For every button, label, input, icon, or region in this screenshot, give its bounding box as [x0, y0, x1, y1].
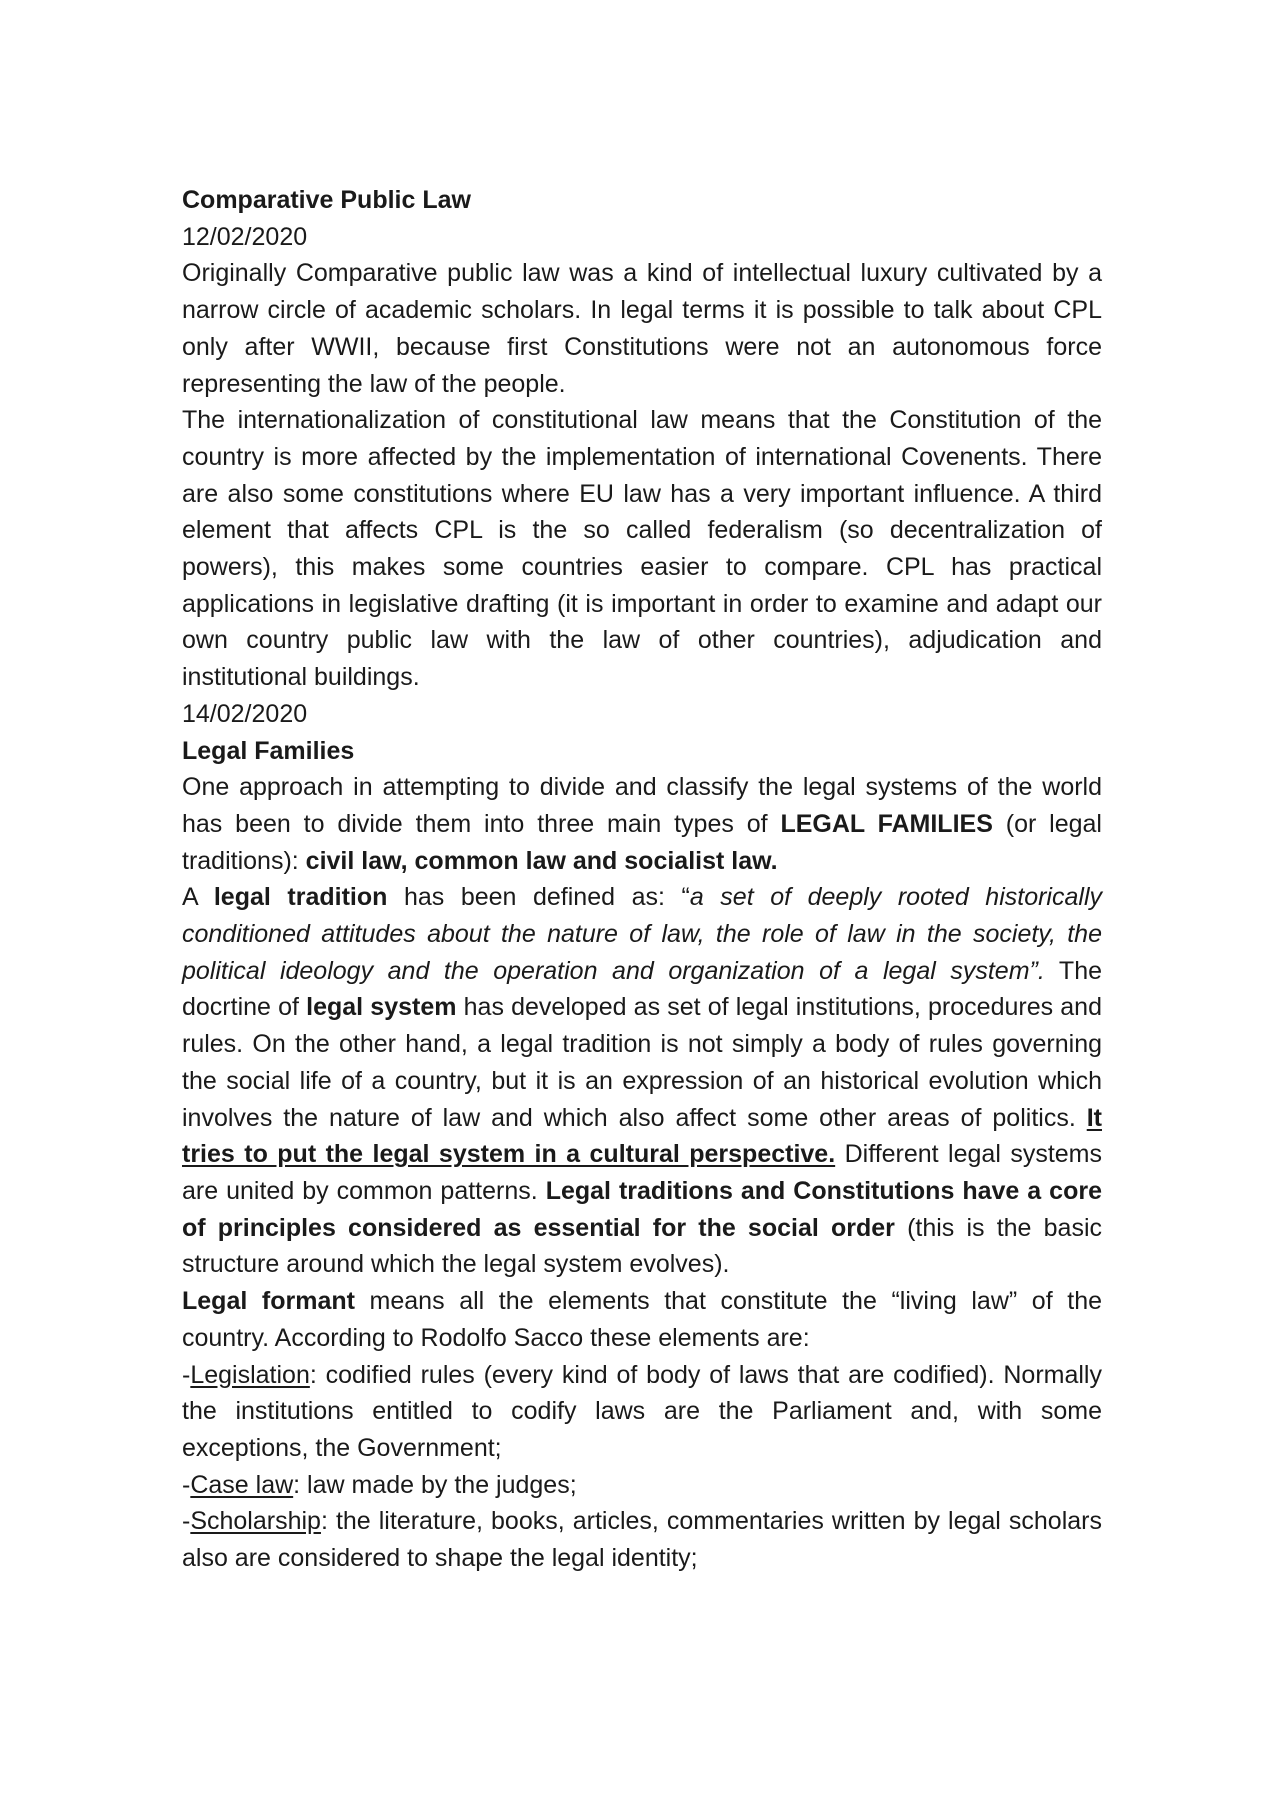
date-2: 14/02/2020 [182, 699, 308, 728]
section-heading: Legal Families [182, 736, 355, 765]
paragraph-legal-families: One approach in attempting to divide and classify the legal systems of the world has been to divide them into three main types of LEGAL FAMILIES (or legal traditions): civil law, common law and socialist law. [182, 773, 1102, 875]
emphasis-underlined: It tries to put the legal system in a cultural perspective. [182, 1103, 1102, 1169]
paragraph-internationalization: The internationalization of constitutional law means that the Constitution of the country is more affected by the implementation of international Covenents. There are also some constitutions where EU law has a very important influence. A third element that affects CPL is the so called federalism (so decentralization of powers), this makes some countries easier to compare. CPL has practical applications in legislative drafting (it is important in order to examine and adapt our own country public law with the law of other countries), adjudication and institutional buildings. [182, 406, 1102, 692]
paragraph-origins: Originally Comparative public law was a kind of intellectual luxury cultivated by a narrow circle of academic scholars. In legal terms it is possible to talk about CPL only after WWII, because first Constitutions were not an autonomous force representing the law of the people. [182, 259, 1102, 398]
definition-quote: a set of deeply rooted historically conditioned attitudes about the nature of law, the role of law in the society, the political ideology and the operation and organization of a legal system”. [182, 883, 1102, 985]
document-page [182, 182, 1102, 1577]
date-1: 12/02/2020 [182, 222, 308, 251]
document-title: Comparative Public Law [182, 186, 471, 214]
list-item-scholarship: -Scholarship: the literature, books, articles, commentaries written by legal scholars also are considered to shape the legal identity; [182, 1507, 1102, 1573]
list-item-legislation: -Legislation: codified rules (every kind of body of laws that are codified). Normally the institutions entitled to codify laws are the Parliament and, with some exceptions, the Government; [182, 1360, 1102, 1462]
paragraph-legal-formant: Legal formant means all the elements that constitute the “living law” of the country. According to Rodolfo Sacco these elements are: [182, 1287, 1102, 1352]
paragraph-legal-tradition: A legal tradition has been defined as: “a set of deeply rooted historically conditioned attitudes about the nature of law, the role of law in the society, the political ideology and the operation and organization of a legal system”. The docrtine of legal system has developed as set of legal institutions, procedures and rules. On the other hand, a legal tradition is not simply a body of rules governing the social life of a country, but it is an expression of an historical evolution which involves the nature of law and which also affect some other areas of politics. It tries to put the legal system in a cultural perspective. Different legal systems are united by common patterns. Legal traditions and Constitutions have a core of principles considered as essential for the social order (this is the basic structure around which the legal system evolves). [182, 883, 1103, 1279]
list-item-case-law: -Case law: law made by the judges; [182, 1470, 577, 1499]
